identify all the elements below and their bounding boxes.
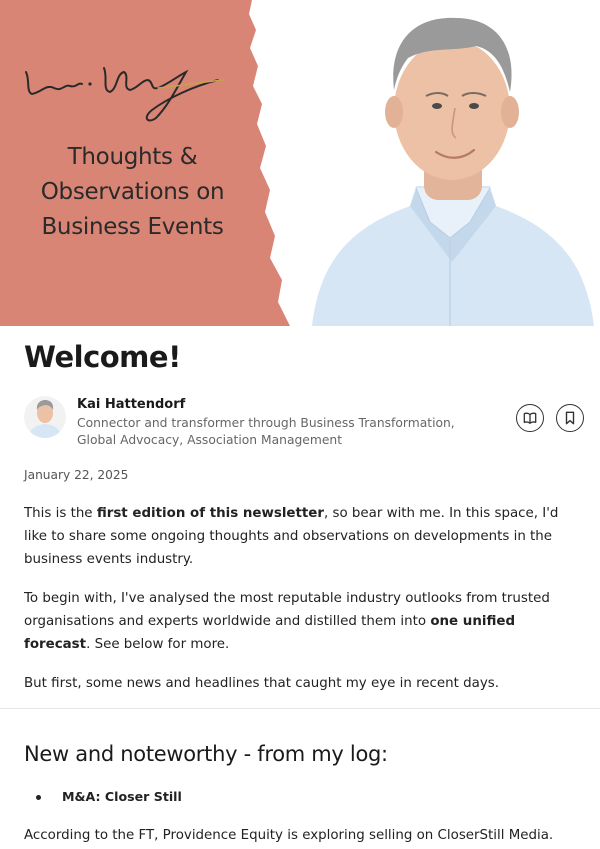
body-paragraph-1 (24, 502, 580, 571)
read-button[interactable] (516, 404, 544, 432)
list-item: M&A: Closer Still (24, 786, 182, 808)
hero-title (0, 140, 265, 245)
author-byline (24, 394, 586, 450)
signature-graphic (18, 58, 228, 130)
author-name[interactable]: Kai Hattendorf (77, 397, 186, 412)
publish-date: January 22, 2025 (24, 468, 129, 482)
newsletter-hero-banner (0, 0, 600, 326)
p2-text-a: To begin with, I've analysed the most reputable industry outlooks from trusted organisations and experts worldwide and distilled them into (24, 591, 550, 629)
p1-emphasis: first edition of this newsletter (96, 506, 324, 521)
save-button[interactable] (556, 404, 584, 432)
hero-title-line-2: Observations on (40, 179, 225, 205)
section-divider (0, 708, 600, 709)
body-paragraph-2 (24, 587, 580, 656)
author-avatar[interactable] (24, 396, 66, 438)
author-portrait-photo (290, 0, 600, 326)
hero-title-line-1: Thoughts & (67, 144, 198, 170)
hero-title-line-3: Business Events (41, 214, 224, 240)
p2-text-c: . See below for more. (86, 637, 230, 652)
p1-text-c: , so bear with me. In this space, I'd like to share some ongoing thoughts and observations on developments in the business events industry. (24, 506, 559, 567)
book-open-icon (523, 411, 537, 425)
avatar-photo (24, 396, 66, 438)
bookmark-icon (564, 411, 576, 425)
body-paragraph-4: According to the FT, Providence Equity is exploring selling on CloserStill Media. (24, 828, 554, 843)
news-bullet-list (24, 786, 182, 808)
article-title: Welcome! (24, 340, 181, 374)
p2-emphasis: one unified forecast (24, 614, 516, 652)
section-heading: New and noteworthy - from my log: (24, 742, 388, 766)
author-headline: Connector and transformer through Business Transformation, Global Advocacy, Association Management (77, 416, 455, 447)
body-paragraph-3: But first, some news and headlines that caught my eye in recent days. (24, 676, 500, 691)
p1-text-a: This is the (24, 506, 97, 521)
